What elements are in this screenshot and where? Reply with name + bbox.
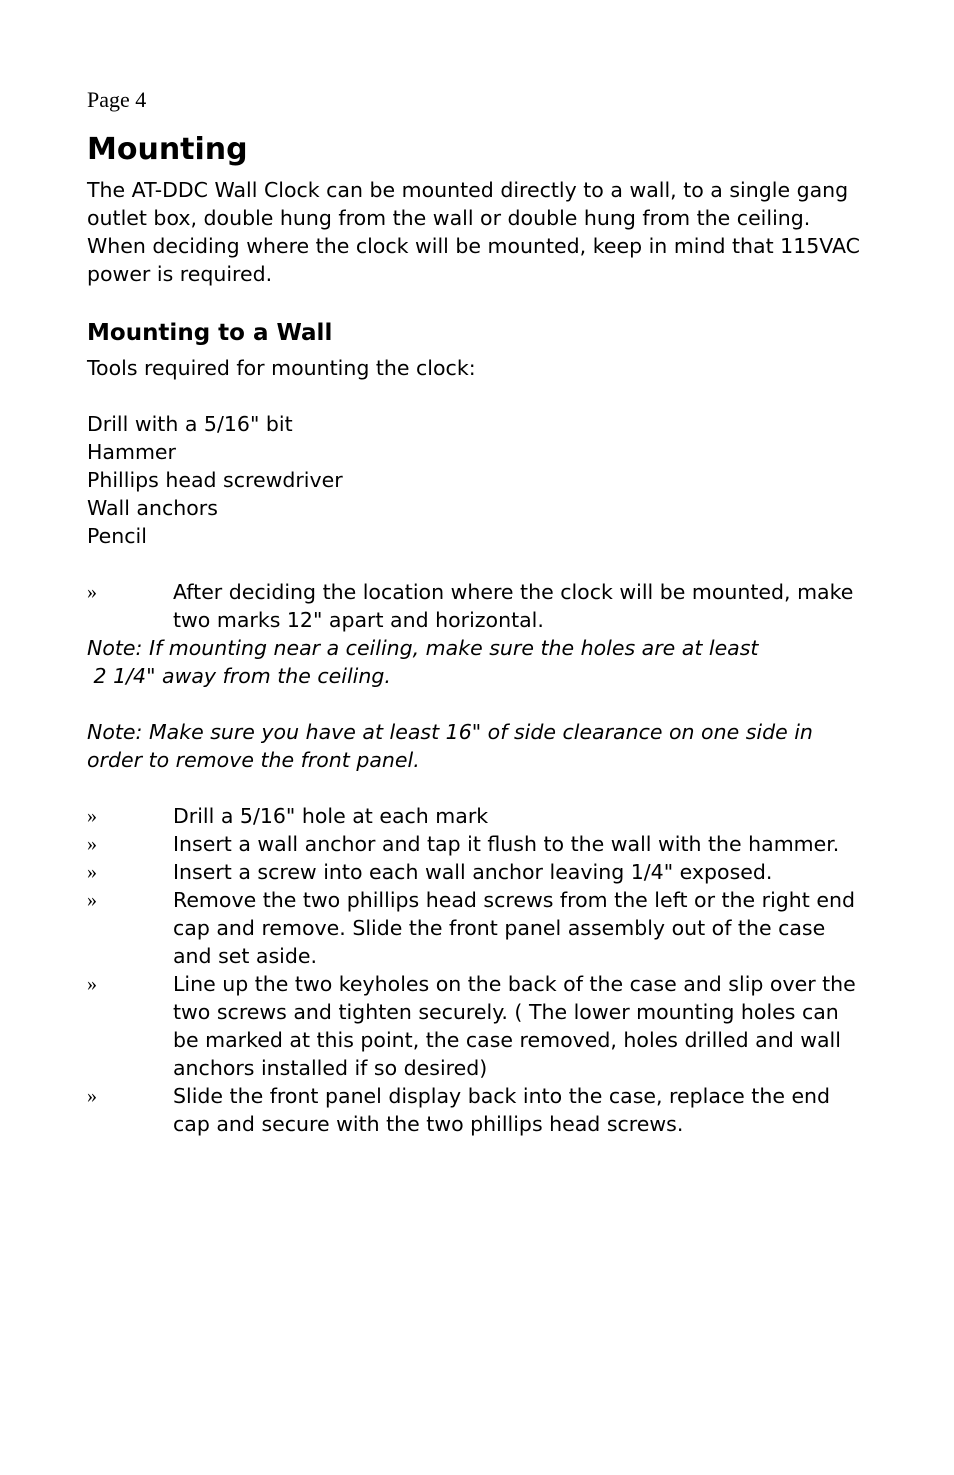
step-text: Drill a 5/16" hole at each mark xyxy=(173,804,489,828)
step-text: After deciding the location where the clock will be mounted, make two marks 12" apart and horizontal. xyxy=(173,580,854,632)
bullet-icon: » xyxy=(87,889,97,911)
step-text: Insert a screw into each wall anchor leaving 1/4" exposed. xyxy=(173,860,773,884)
subsection-title: Mounting to a Wall xyxy=(87,320,333,346)
bullet-icon: » xyxy=(87,833,97,855)
step-item xyxy=(87,830,867,858)
section-intro: The AT-DDC Wall Clock can be mounted directly to a wall, to a single gang outlet box, double hung from the wall or double hung from the ceiling. When deciding where the clock will be mounted, keep in mind that 115VAC power is required. xyxy=(87,178,860,286)
note-ceiling-line2: 2 1/4" away from the ceiling. xyxy=(87,664,391,688)
step-item xyxy=(87,858,867,886)
tool-item: Hammer xyxy=(87,440,176,464)
step-item xyxy=(87,578,867,634)
note-clearance: Note: Make sure you have at least 16" of side clearance on one side in order to remove the front panel. xyxy=(87,720,813,772)
step-text: Remove the two phillips head screws from the left or the right end cap and remove. Slide the front panel assembly out of the case and set aside. xyxy=(173,888,855,968)
step-item xyxy=(87,970,867,1082)
tool-item: Wall anchors xyxy=(87,496,218,520)
section-title: Mounting xyxy=(87,132,248,167)
step-text: Slide the front panel display back into the case, replace the end cap and secure with the two phillips head screws. xyxy=(173,1084,831,1136)
tool-item: Phillips head screwdriver xyxy=(87,468,343,492)
bullet-icon: » xyxy=(87,861,97,883)
step-text: Line up the two keyholes on the back of the case and slip over the two screws and tighten securely. ( The lower mounting holes can be marked at this point, the case removed, holes drilled and wall anchors installed if so desired) xyxy=(173,972,856,1080)
tool-item: Pencil xyxy=(87,524,147,548)
note-ceiling-line1: Note: If mounting near a ceiling, make sure the holes are at least xyxy=(87,636,759,660)
step-text: Insert a wall anchor and tap it flush to the wall with the hammer. xyxy=(173,832,840,856)
tools-intro: Tools required for mounting the clock: xyxy=(87,356,476,380)
bullet-icon: » xyxy=(87,581,97,603)
step-item xyxy=(87,802,867,830)
bullet-icon: » xyxy=(87,805,97,827)
bullet-icon: » xyxy=(87,1085,97,1107)
tools-list xyxy=(87,410,867,550)
step-item xyxy=(87,886,867,970)
page-number: Page 4 xyxy=(87,87,147,112)
step-item xyxy=(87,1082,867,1138)
manual-page xyxy=(87,86,867,1138)
tool-item: Drill with a 5/16" bit xyxy=(87,412,293,436)
steps-list xyxy=(87,802,867,1138)
bullet-icon: » xyxy=(87,973,97,995)
